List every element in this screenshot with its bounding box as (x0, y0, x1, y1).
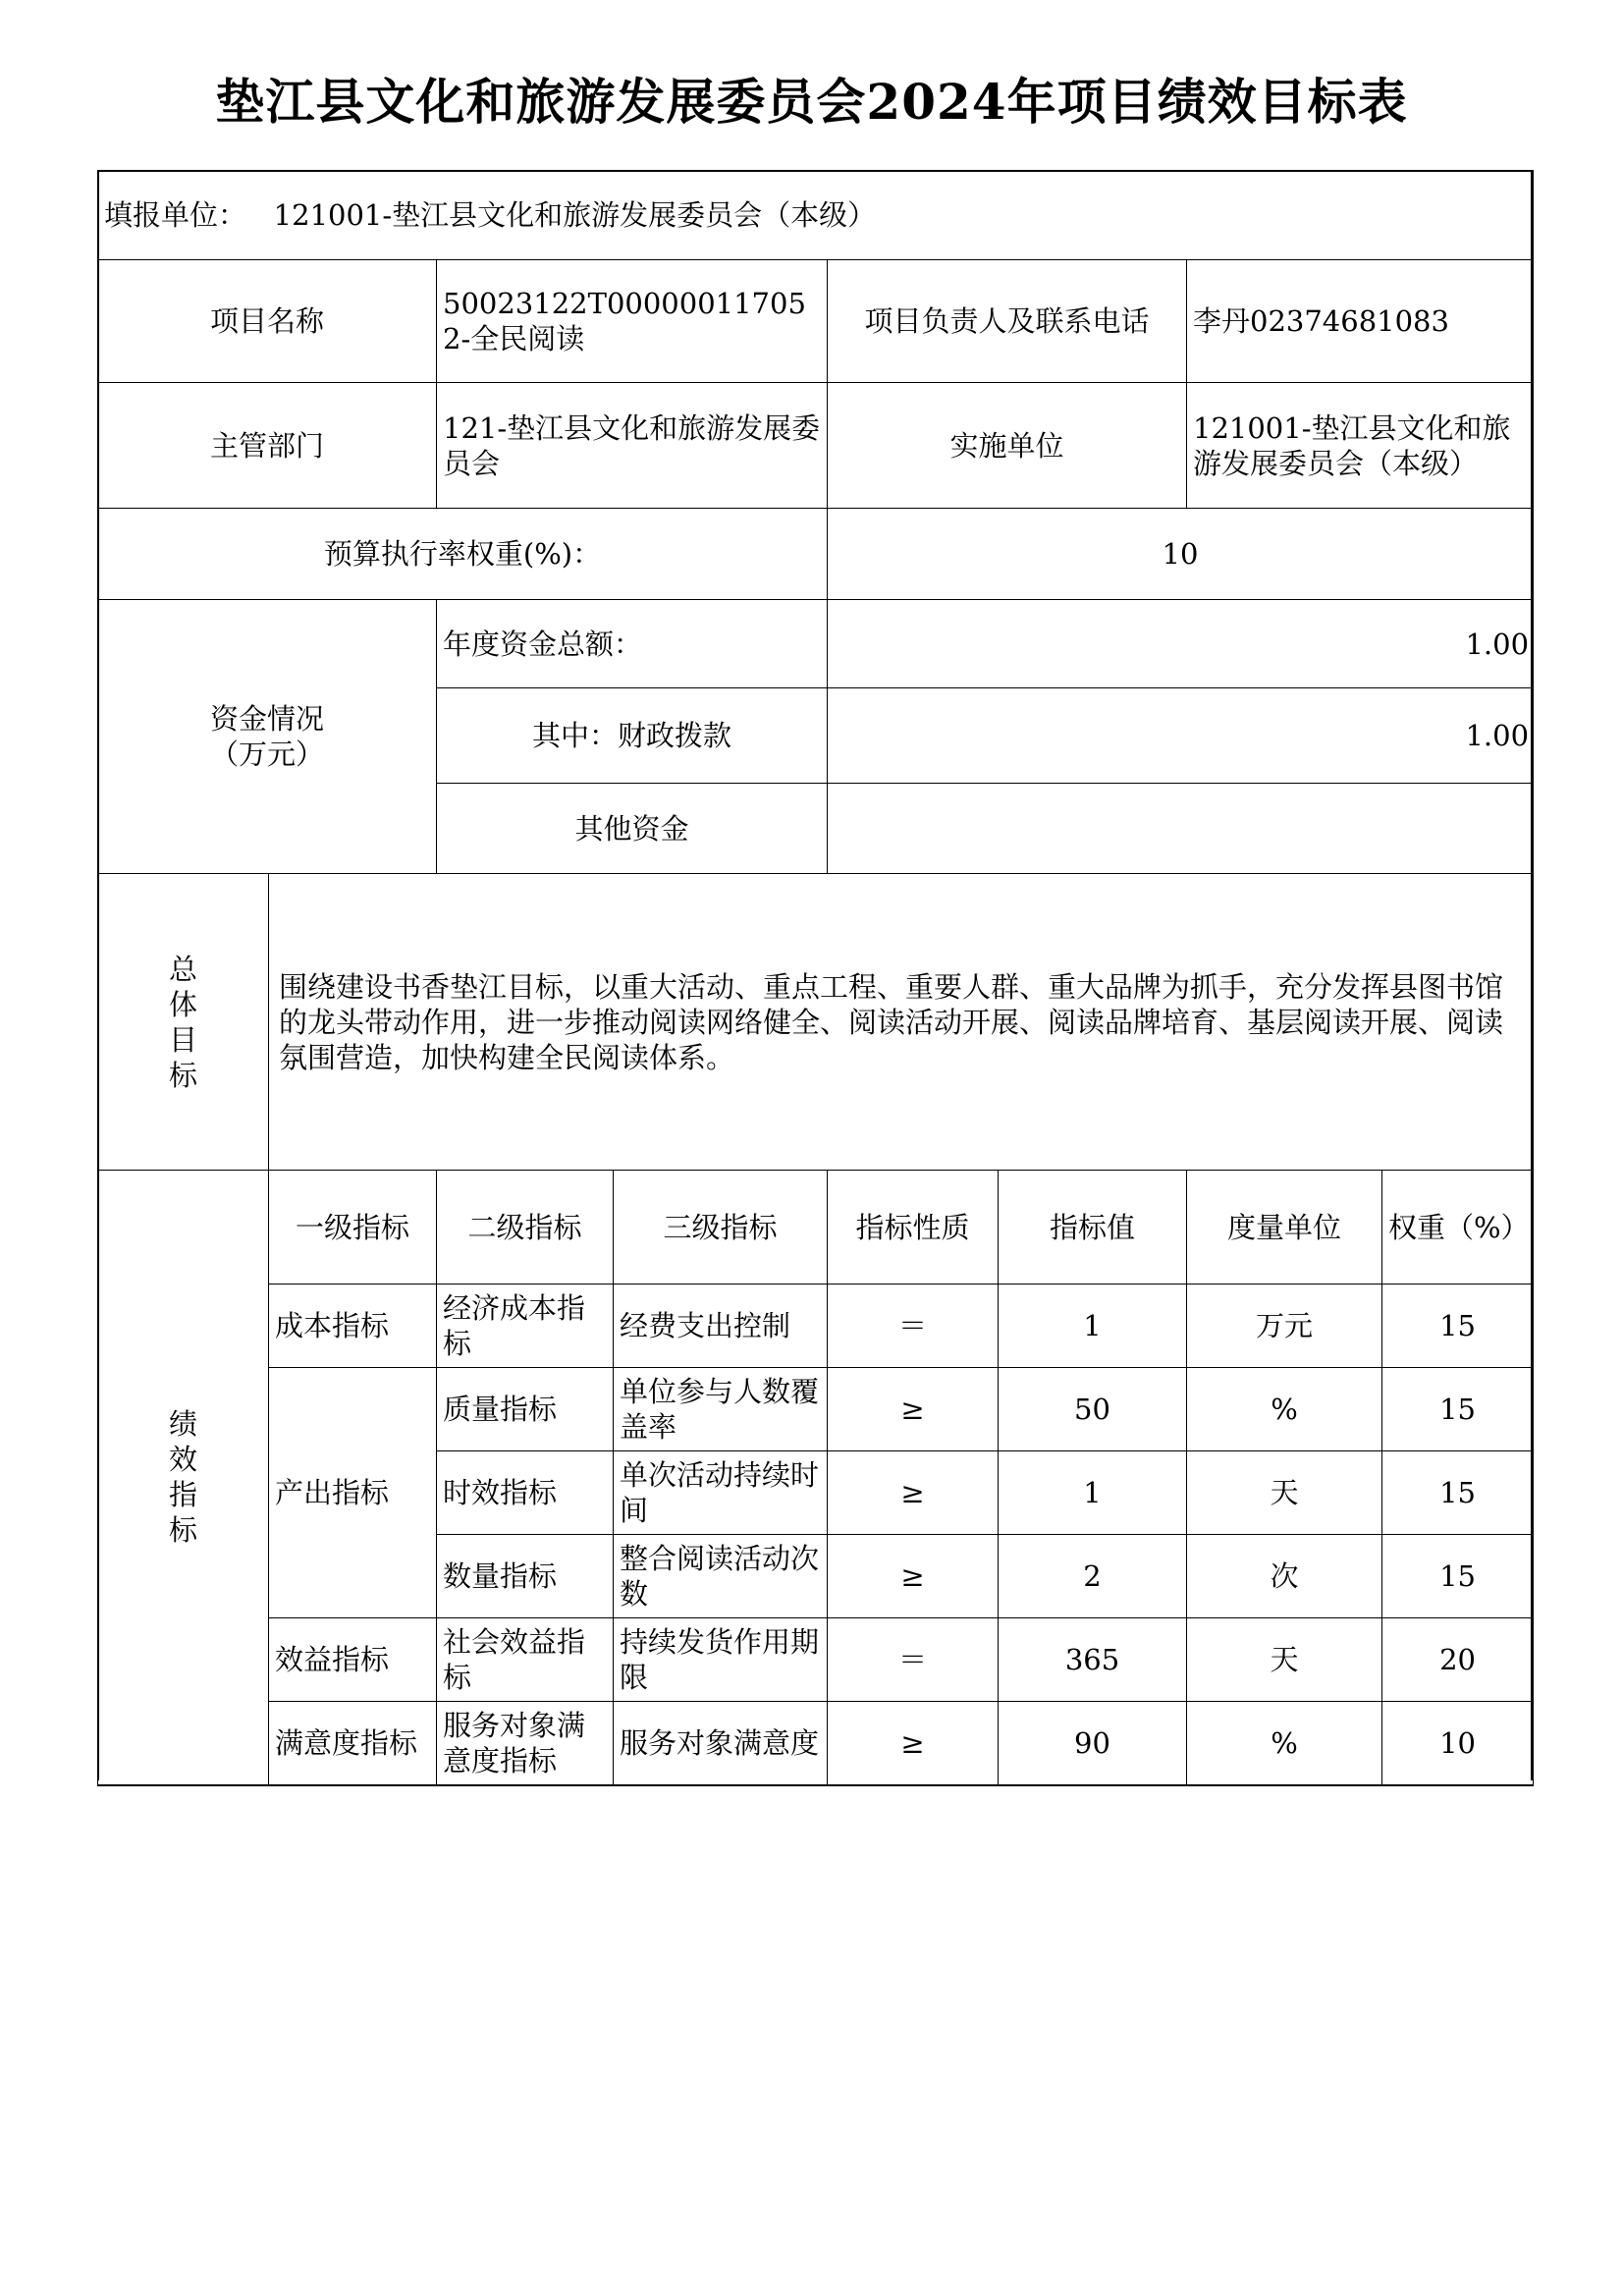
fill-unit-label: 填报单位： (104, 198, 247, 232)
impl-unit-value: 121001-垫江县文化和旅游发展委员会（本级） (1187, 383, 1534, 509)
row-level3: 持续发货作用期限 (614, 1618, 828, 1702)
funds-other-label: 其他资金 (437, 784, 828, 874)
fill-unit-value: 121001-垫江县文化和旅游发展委员会（本级） (273, 198, 877, 232)
dept-value: 121-垫江县文化和旅游发展委员会 (437, 383, 828, 509)
row-level2: 数量指标 (437, 1535, 614, 1618)
row-level2: 社会效益指标 (437, 1618, 614, 1702)
row-level2: 质量指标 (437, 1368, 614, 1451)
level1-satisfaction: 满意度指标 (269, 1702, 437, 1785)
row-nature: ≥ (828, 1451, 999, 1535)
row-value: 365 (999, 1618, 1187, 1702)
project-contact-value: 李丹02374681083 (1187, 260, 1534, 383)
row-level3: 整合阅读活动次数 (614, 1535, 828, 1618)
project-name-label: 项目名称 (98, 260, 437, 383)
header-level3: 三级指标 (614, 1171, 828, 1285)
table-outer-border (97, 170, 1533, 1780)
row-value: 50 (999, 1368, 1187, 1451)
goal-text: 围绕建设书香垫江目标，以重大活动、重点工程、重要人群、重大品牌为抓手，充分发挥县图书馆的龙头带动作用，进一步推动阅读网络健全、阅读活动开展、阅读品牌培育、基层阅读开展、阅读氛围营造，加快构建全民阅读体系。 (269, 874, 1534, 1171)
header-unit: 度量单位 (1187, 1171, 1382, 1285)
row-value: 1 (999, 1451, 1187, 1535)
row-level2: 经济成本指标 (437, 1285, 614, 1368)
row-nature: ≥ (828, 1368, 999, 1451)
row-weight: 15 (1382, 1285, 1534, 1368)
row-weight: 15 (1382, 1535, 1534, 1618)
row-level3: 单位参与人数覆盖率 (614, 1368, 828, 1451)
funds-label-line2: （万元） (209, 738, 324, 771)
row-level2: 时效指标 (437, 1451, 614, 1535)
row-nature: ≥ (828, 1702, 999, 1785)
project-contact-label: 项目负责人及联系电话 (828, 260, 1187, 383)
page-title: 垫江县文化和旅游发展委员会2024年项目绩效目标表 (215, 73, 1408, 131)
row-level3: 经费支出控制 (614, 1285, 828, 1368)
budget-rate-value: 10 (828, 509, 1534, 600)
level1-cost: 成本指标 (269, 1285, 437, 1368)
row-weight: 15 (1382, 1451, 1534, 1535)
funds-fiscal-label: 其中：财政拨款 (437, 688, 828, 784)
row-weight: 15 (1382, 1368, 1534, 1451)
goal-label-text: 总体目标 (169, 952, 198, 1092)
funds-fiscal-value: 1.00 (828, 688, 1534, 784)
row-unit: 次 (1187, 1535, 1382, 1618)
row-weight: 20 (1382, 1618, 1534, 1702)
row-value: 1 (999, 1285, 1187, 1368)
header-weight: 权重（%） (1382, 1171, 1534, 1285)
row-unit: % (1187, 1702, 1382, 1785)
row-level3: 服务对象满意度 (614, 1702, 828, 1785)
row-level3: 单次活动持续时间 (614, 1451, 828, 1535)
funds-total-label: 年度资金总额： (437, 600, 828, 688)
row-weight: 10 (1382, 1702, 1534, 1785)
row-value: 90 (999, 1702, 1187, 1785)
row-nature: ≥ (828, 1535, 999, 1618)
dept-label: 主管部门 (98, 383, 437, 509)
project-name-value: 50023122T000000117052-全民阅读 (437, 260, 828, 383)
row-level2: 服务对象满意度指标 (437, 1702, 614, 1785)
row-value: 2 (999, 1535, 1187, 1618)
row-nature: ＝ (828, 1618, 999, 1702)
indicators-label-text: 绩效指标 (169, 1407, 198, 1548)
level1-benefit: 效益指标 (269, 1618, 437, 1702)
level1-output: 产出指标 (269, 1368, 437, 1618)
row-unit: 天 (1187, 1451, 1382, 1535)
funds-label-line1: 资金情况 (209, 702, 324, 736)
row-unit: 天 (1187, 1618, 1382, 1702)
row-unit: 万元 (1187, 1285, 1382, 1368)
impl-unit-label: 实施单位 (828, 383, 1187, 509)
row-unit: % (1187, 1368, 1382, 1451)
header-level1: 一级指标 (269, 1171, 437, 1285)
funds-total-value: 1.00 (828, 600, 1534, 688)
header-level2: 二级指标 (437, 1171, 614, 1285)
budget-rate-label: 预算执行率权重(%)： (98, 509, 828, 600)
header-value: 指标值 (999, 1171, 1187, 1285)
header-nature: 指标性质 (828, 1171, 999, 1285)
row-nature: ＝ (828, 1285, 999, 1368)
